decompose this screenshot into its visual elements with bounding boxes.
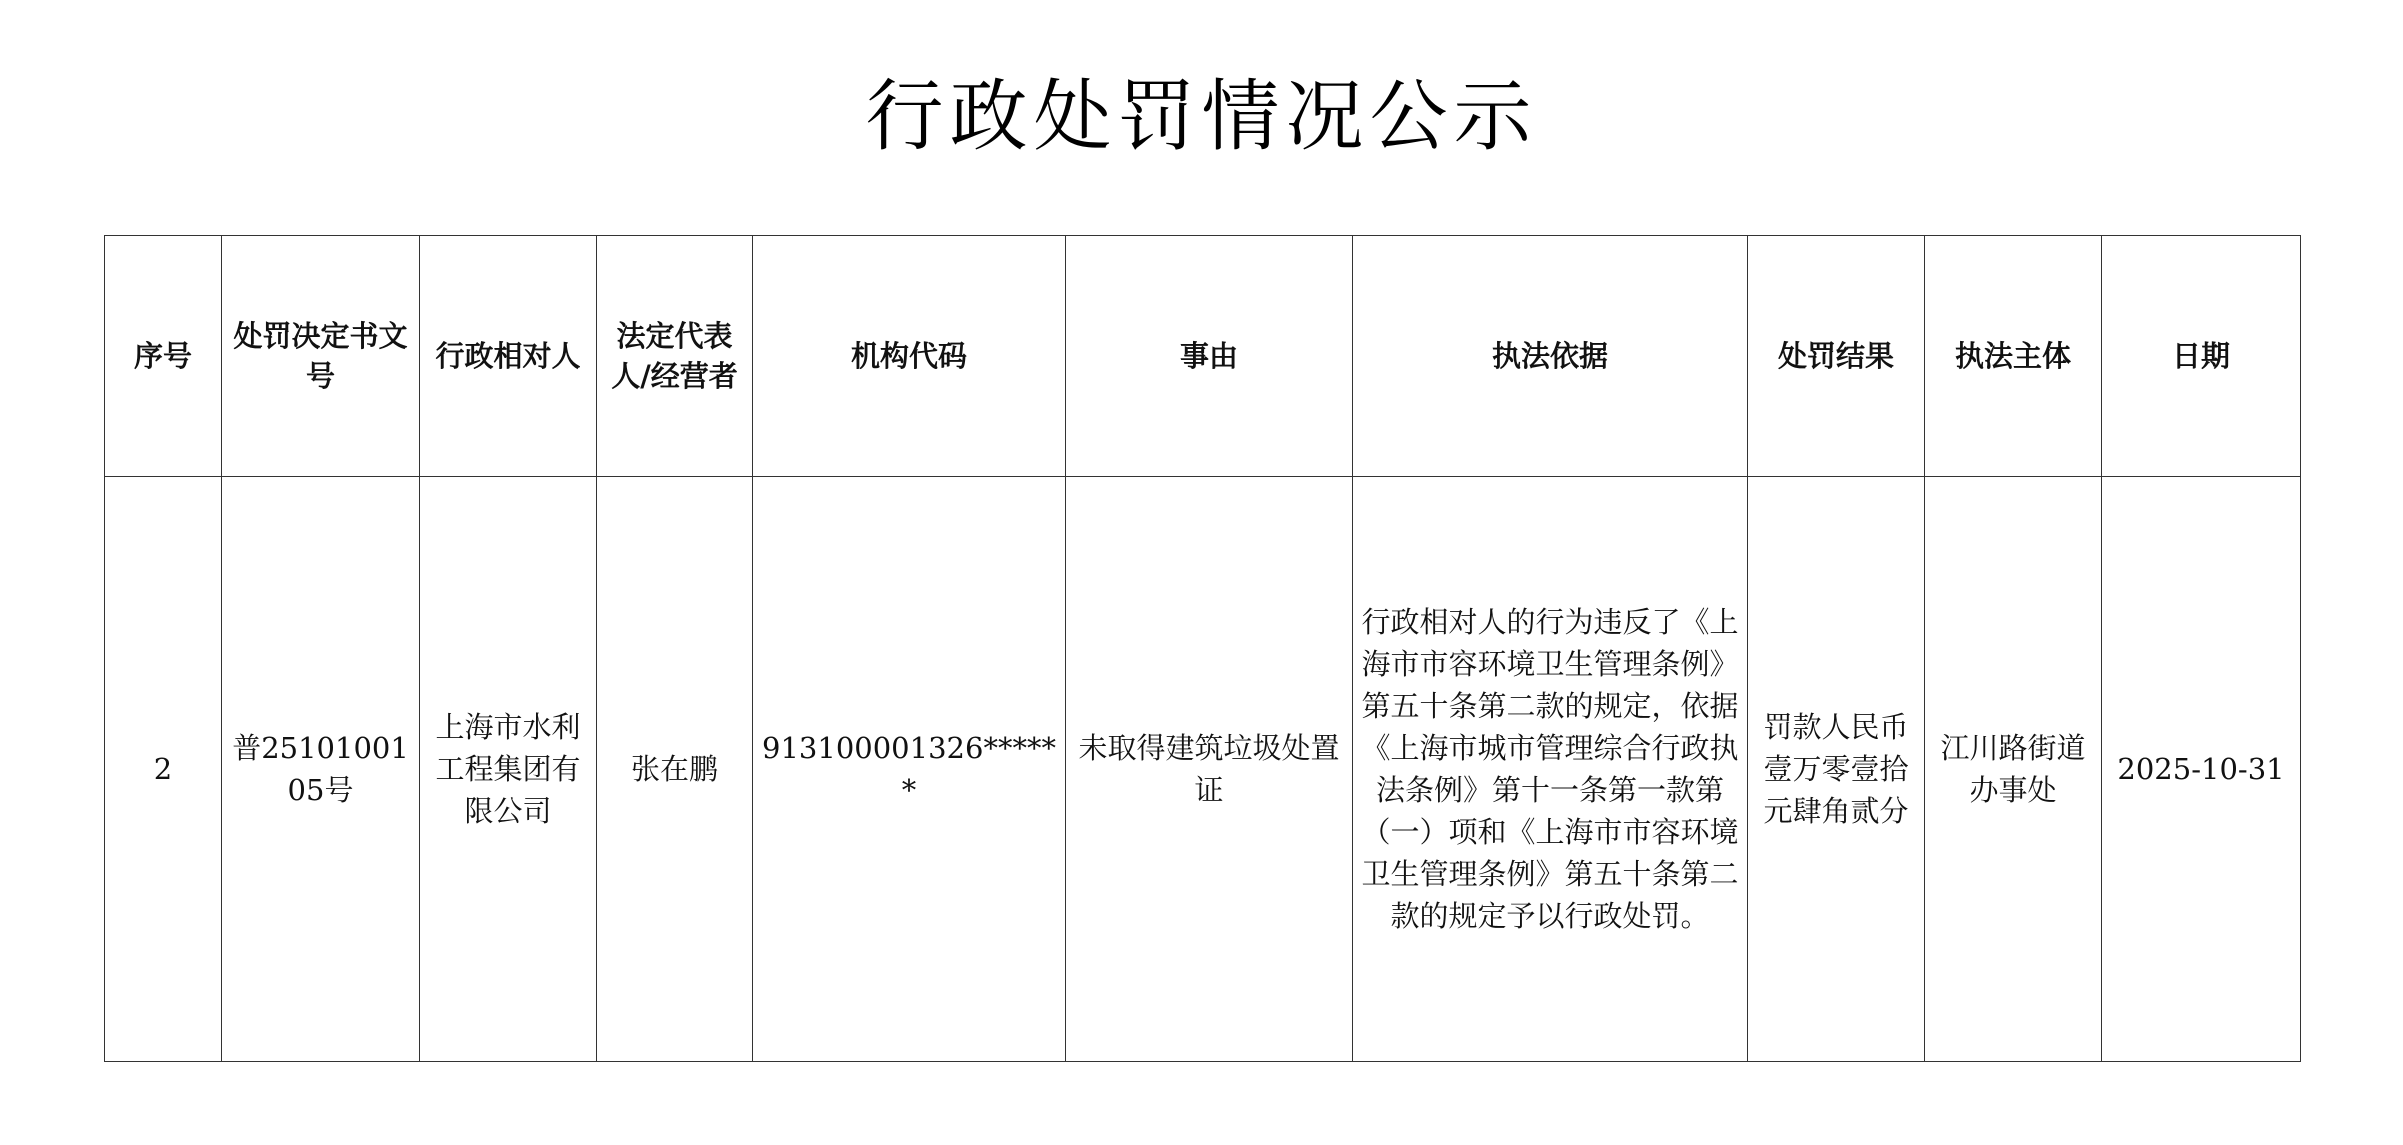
header-reason: 事由	[1066, 236, 1353, 477]
header-basis: 执法依据	[1353, 236, 1748, 477]
penalty-table	[104, 235, 2301, 1062]
cell-authority: 江川路街道办事处	[1925, 477, 2102, 1062]
header-counterpart: 行政相对人	[420, 236, 597, 477]
header-seq: 序号	[105, 236, 222, 477]
header-authority: 执法主体	[1925, 236, 2102, 477]
cell-seq: 2	[105, 477, 222, 1062]
table-row	[105, 477, 2301, 1062]
header-decision-no: 处罚决定书文号	[222, 236, 420, 477]
table-header-row	[105, 236, 2301, 477]
cell-result: 罚款人民币壹万零壹拾元肆角贰分	[1748, 477, 1925, 1062]
header-legal-rep: 法定代表人/经营者	[597, 236, 753, 477]
page-title: 行政处罚情况公示	[865, 72, 1538, 162]
header-date: 日期	[2102, 236, 2301, 477]
header-org-code: 机构代码	[753, 236, 1066, 477]
cell-org-code: 913100001326******	[753, 477, 1066, 1062]
cell-date: 2025-10-31	[2102, 477, 2301, 1062]
cell-decision-no: 普2510100105号	[222, 477, 420, 1062]
cell-reason: 未取得建筑垃圾处置证	[1066, 477, 1353, 1062]
cell-counterpart: 上海市水利工程集团有限公司	[420, 477, 597, 1062]
cell-legal-rep: 张在鹏	[597, 477, 753, 1062]
cell-basis: 行政相对人的行为违反了《上海市市容环境卫生管理条例》第五十条第二款的规定，依据《上海市城市管理综合行政执法条例》第十一条第一款第（一）项和《上海市市容环境卫生管理条例》第五十条第二款的规定予以行政处罚。	[1353, 477, 1748, 1062]
header-result: 处罚结果	[1748, 236, 1925, 477]
